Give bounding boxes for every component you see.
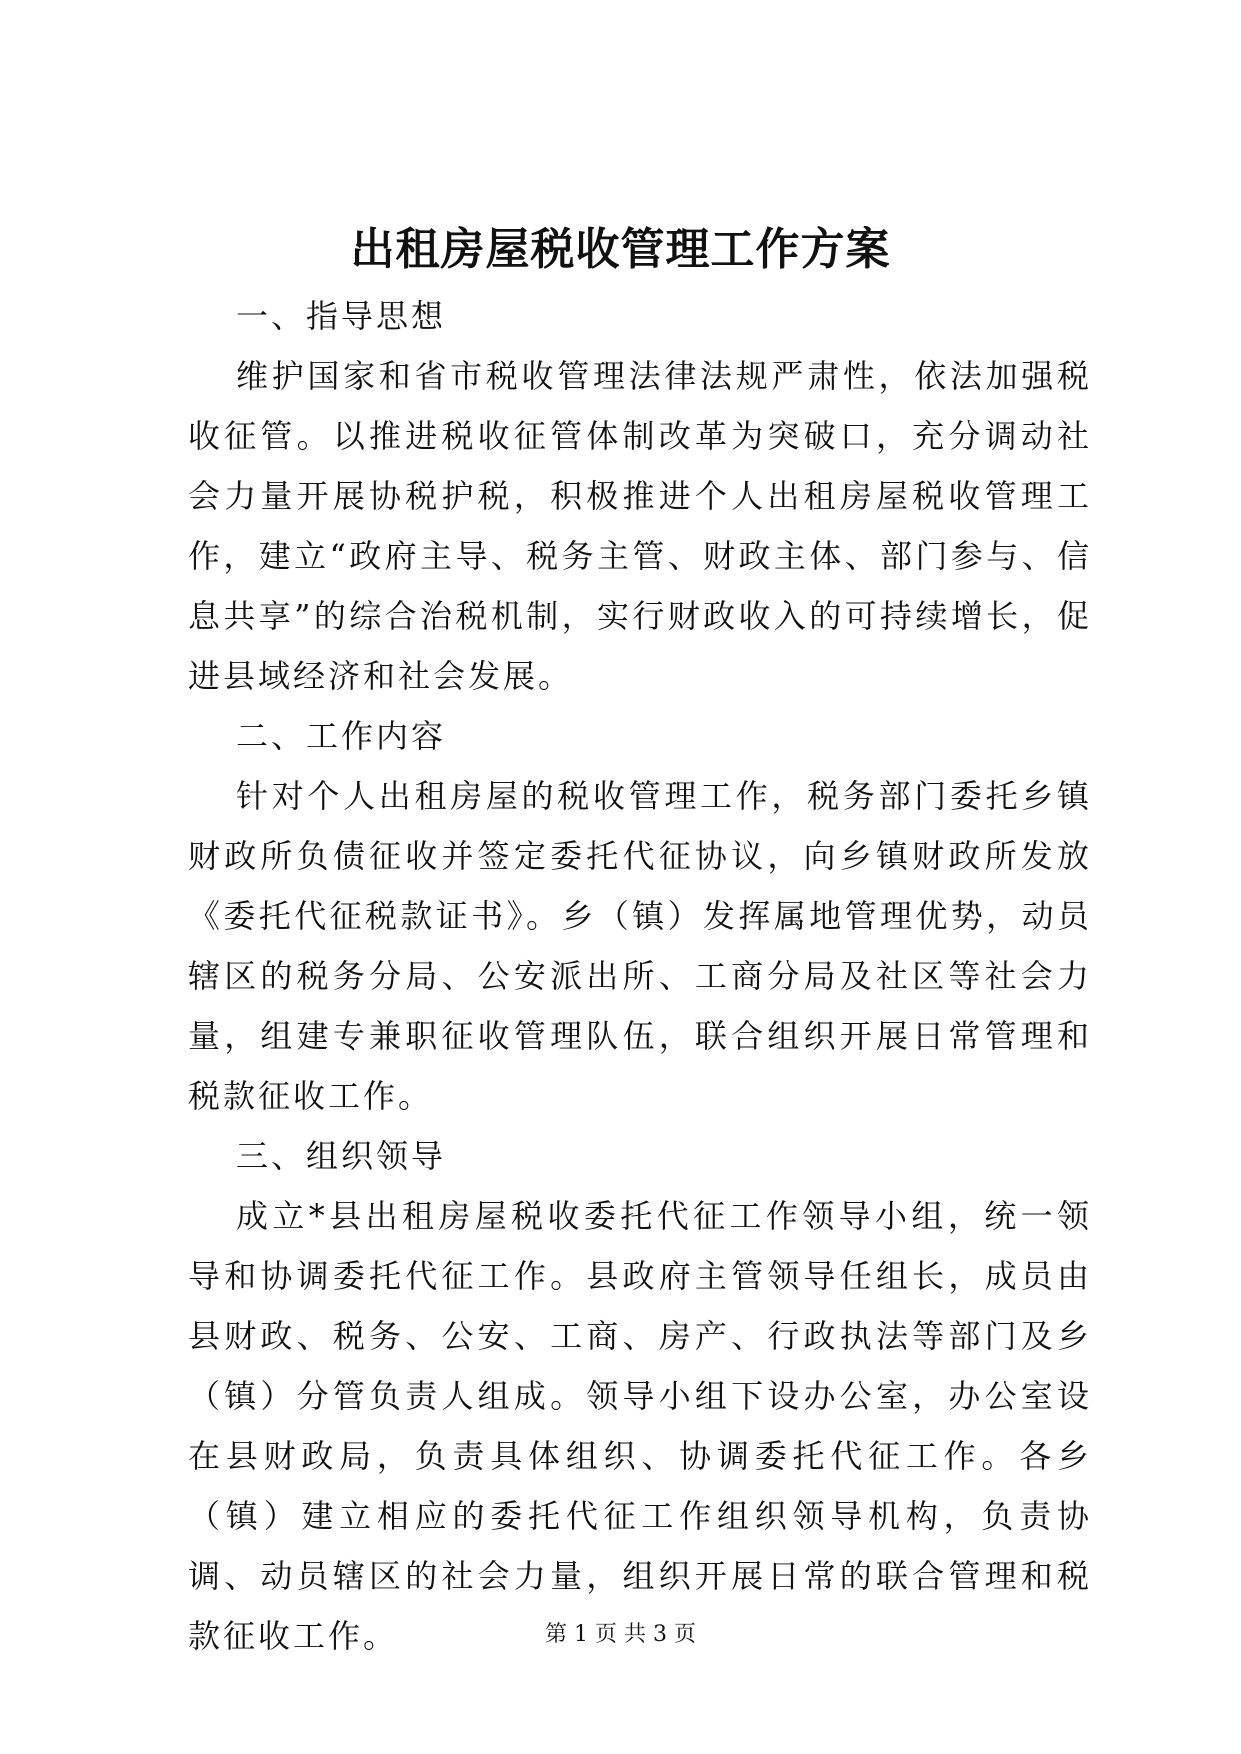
- section-heading-work-content: 二、工作内容: [236, 717, 447, 755]
- section-heading-organization: 三、组织领导: [236, 1137, 447, 1175]
- section-paragraph-guiding-thought: 维护国家和省市税收管理法律法规严肃性，依法加强税收征管。以推进税收征管体制改革为突破口，充分调动社会力量开展协税护税，积极推进个人出租房屋税收管理工作，建立“政府主导、税务主管、财政主体、部门参与、信息共享”的综合治税机制，实行财政收入的可持续增长，促进县域经济和社会发展。: [188, 357, 1092, 695]
- section-paragraph-organization: 成立*县出租房屋税收委托代征工作领导小组，统一领导和协调委托代征工作。县政府主管领导任组长，成员由县财政、税务、公安、工商、房产、行政执法等部门及乡（镇）分管负责人组成。领导小组下设办公室，办公室设在县财政局，负责具体组织、协调委托代征工作。各乡（镇）建立相应的委托代征工作组织领导机构，负责协调、动员辖区的社会力量，组织开展日常的联合管理和税款征收工作。: [188, 1197, 1092, 1655]
- document-title: 出租房屋税收管理工作方案: [350, 224, 891, 275]
- document-body: [188, 286, 1092, 1666]
- page-number-footer: 第 1 页 共 3 页: [545, 1622, 696, 1647]
- section-paragraph-work-content: 针对个人出租房屋的税收管理工作，税务部门委托乡镇财政所负债征收并签定委托代征协议，向乡镇财政所发放《委托代征税款证书》。乡（镇）发挥属地管理优势，动员辖区的税务分局、公安派出所、工商分局及社区等社会力量，组建专兼职征收管理队伍，联合组织开展日常管理和税款征收工作。: [188, 777, 1092, 1115]
- section-heading-guiding-thought: 一、指导思想: [236, 297, 447, 335]
